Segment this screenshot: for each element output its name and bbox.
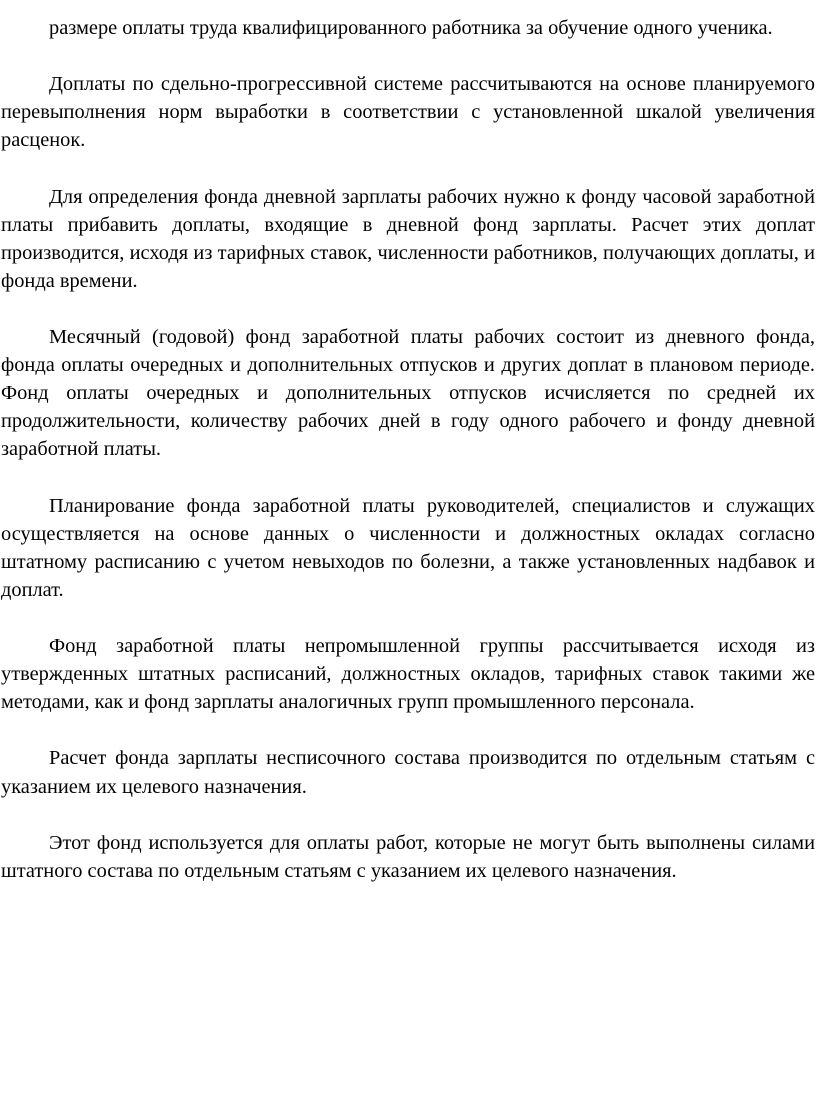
paragraph-8: Этот фонд используется для оплаты работ, которые не могут быть выполнены силами штатного состава по отдельным статьям с указанием их целевого назначения. [1,831,815,882]
paragraph-1: размере оплаты труда квалифицированного работника за обучение одного ученика. [49,17,773,39]
paragraph-7: Расчет фонда зарплаты несписочного состава производится по отдельным статьям с указанием их целевого назначения. [1,747,815,798]
paragraph-2: Доплаты по сдельно-прогрессивной системе рассчитываются на основе планируемого перевыполнения норм выработки в соответствии с установленной шкалой увеличения расценок. [1,73,815,152]
paragraph-6: Фонд заработной платы непромышленной группы рассчитывается исходя из утвержденных штатных расписаний, должностных окладов, тарифных ставок такими же методами, как и фонд зарплаты аналогичных групп промышленного персонала. [1,635,815,714]
paragraph-4: Месячный (годовой) фонд заработной платы рабочих состоит из дневного фонда, фонда оплаты очередных и дополнительных отпусков и других доплат в плановом периоде. Фонд оплаты очередных и дополнительных отпусков исчисляется по средней их продолжительности, количеству рабочих дней в году одного рабочего и фонду дневной заработной платы. [1,326,815,461]
paragraph-5: Планирование фонда заработной платы руководителей, специалистов и служащих осуществляется на основе данных о численности и должностных окладах согласно штатному расписанию с учетом невыходов по болезни, а также установленных надбавок и доплат. [1,494,815,601]
paragraph-3: Для определения фонда дневной зарплаты рабочих нужно к фонду часовой заработной платы прибавить доплаты, входящие в дневной фонд зарплаты. Расчет этих доплат производится, исходя из тарифных ставок, численности работников, получающих доплаты, и фонда времени. [1,185,815,292]
